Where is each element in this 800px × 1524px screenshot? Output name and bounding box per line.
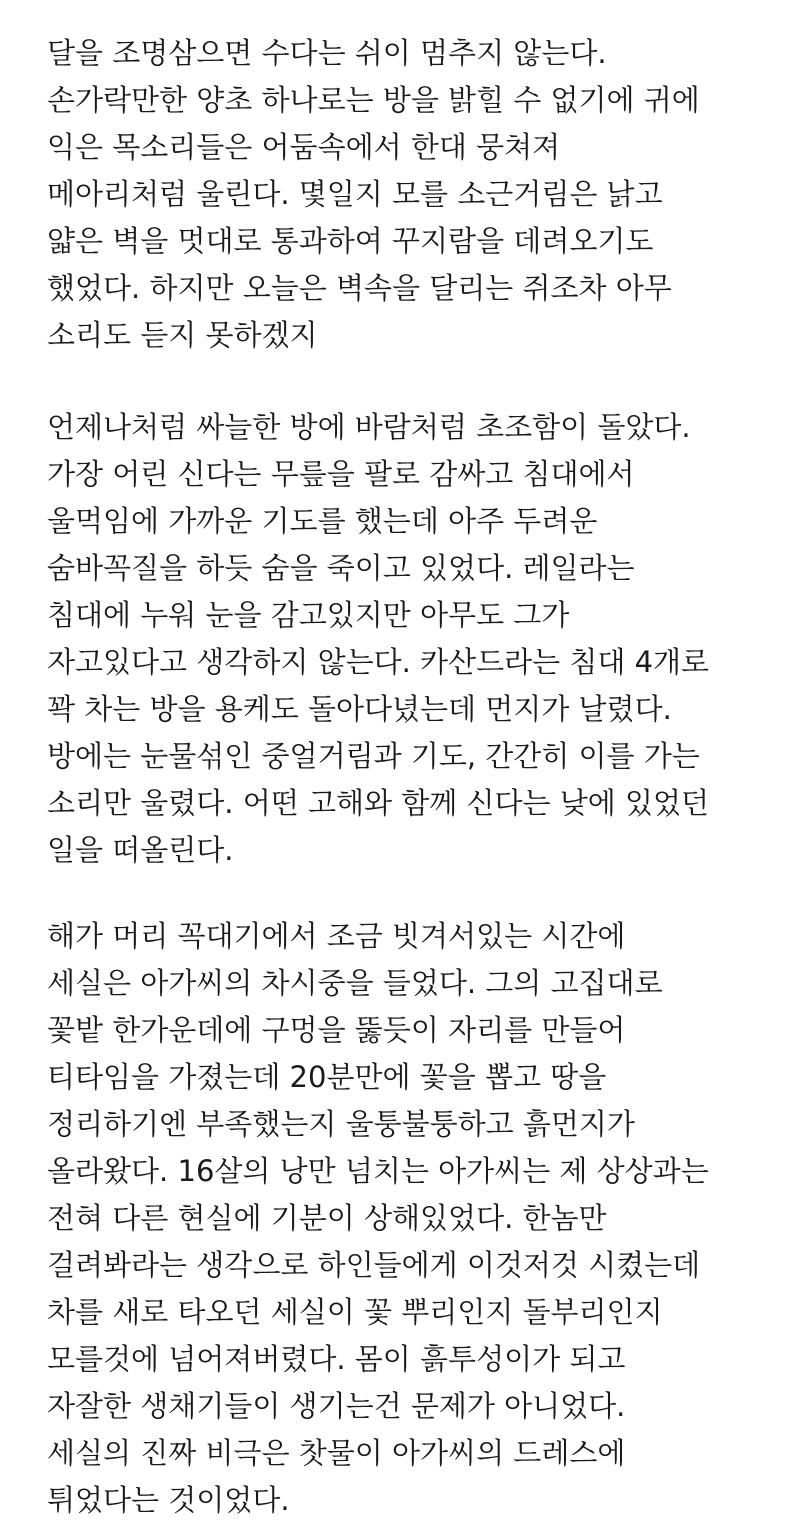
text-line: 차를 새로 타오던 세실이 꽃 뿌리인지 돌부리인지 (47, 1295, 663, 1329)
text-line: 정리하기엔 부족했는지 울퉁불퉁하고 흙먼지가 (47, 1107, 635, 1141)
paragraph-1 (47, 30, 787, 359)
text-line: 티타임을 가졌는데 20분만에 꽃을 뽑고 땅을 (47, 1060, 607, 1094)
text-line: 익은 목소리들은 어둠속에서 한대 뭉쳐져 (47, 130, 561, 164)
text-line: 해가 머리 꼭대기에서 조금 빗겨서있는 시간에 (47, 919, 626, 953)
text-line: 자잘한 생채기들이 생기는건 문제가 아니었다. (47, 1389, 626, 1423)
text-line: 했었다. 하지만 오늘은 벽속을 달리는 쥐조차 아무 (47, 271, 672, 305)
text-line: 메아리처럼 울린다. 몇일지 모를 소근거림은 낡고 (47, 177, 663, 211)
text-line: 올라왔다. 16살의 낭만 넘치는 아가씨는 제 상상과는 (47, 1154, 709, 1188)
text-line: 소리도 듣지 못하겠지 (47, 318, 318, 352)
paragraph-2 (47, 404, 787, 874)
text-line: 튀었다는 것이었다. (47, 1483, 290, 1517)
text-line: 방에는 눈물섞인 중얼거림과 기도, 간간히 이를 가는 (47, 739, 700, 773)
text-line: 달을 조명삼으면 수다는 쉬이 멈추지 않는다. (47, 36, 607, 70)
text-line: 언제나처럼 싸늘한 방에 바람처럼 초조함이 돌았다. (47, 410, 691, 444)
text-line: 걸려봐라는 생각으로 하인들에게 이것저것 시켰는데 (47, 1248, 701, 1282)
paragraph-3 (47, 913, 787, 1524)
text-line: 소리만 울렸다. 어떤 고해와 함께 신다는 낮에 있었던 (47, 786, 710, 820)
text-line: 가장 어린 신다는 무릎을 팔로 감싸고 침대에서 (47, 457, 635, 491)
text-line: 침대에 누워 눈을 감고있지만 아무도 그가 (47, 598, 570, 632)
text-line: 꽃밭 한가운데에 구멍을 뚫듯이 자리를 만들어 (47, 1013, 626, 1047)
text-line: 세실의 진짜 비극은 찻물이 아가씨의 드레스에 (47, 1436, 626, 1470)
text-line: 모를것에 넘어져버렸다. 몸이 흙투성이가 되고 (47, 1342, 626, 1376)
text-line: 숨바꼭질을 하듯 숨을 죽이고 있었다. 레일라는 (47, 551, 635, 585)
text-line: 일을 떠올린다. (47, 833, 234, 867)
text-line: 자고있다고 생각하지 않는다. 카산드라는 침대 4개로 (47, 645, 710, 679)
text-line: 울먹임에 가까운 기도를 했는데 아주 두려운 (47, 504, 598, 538)
text-line: 전혀 다른 현실에 기분이 상해있었다. 한놈만 (47, 1201, 607, 1235)
text-line: 꽉 차는 방을 용케도 돌아다녔는데 먼지가 날렸다. (47, 692, 672, 726)
text-line: 손가락만한 양초 하나로는 방을 밝힐 수 없기에 귀에 (47, 83, 700, 117)
text-line: 세실은 아가씨의 차시중을 들었다. 그의 고집대로 (47, 966, 663, 1000)
text-line: 얇은 벽을 멋대로 통과하여 꾸지람을 데려오기도 (47, 224, 654, 258)
